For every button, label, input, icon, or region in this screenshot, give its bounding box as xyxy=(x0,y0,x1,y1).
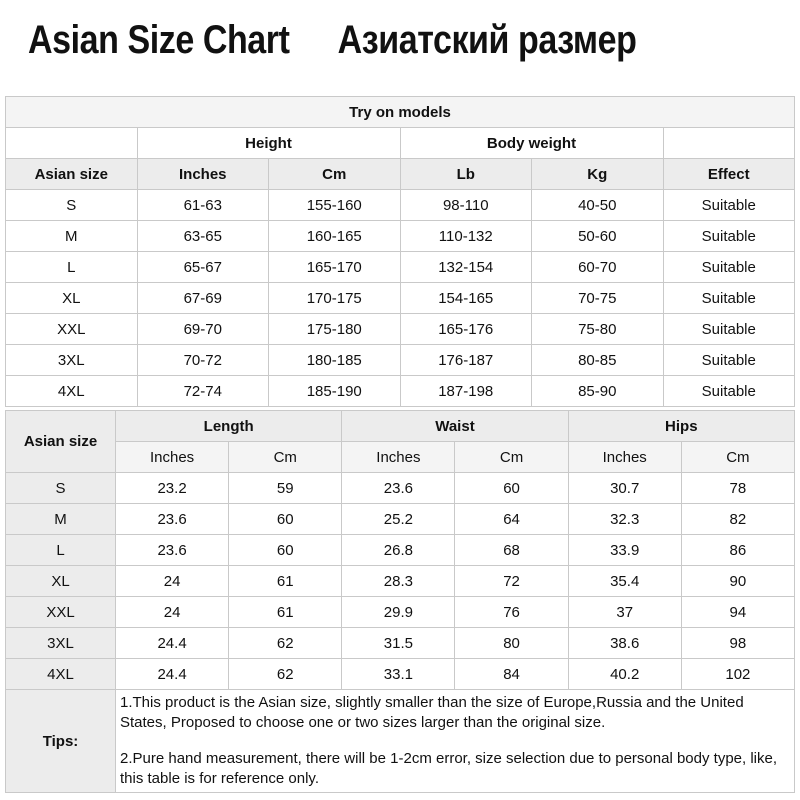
height-inches-cell: 69-70 xyxy=(137,314,269,345)
tips-paragraph-2: 2.Pure hand measurement, there will be 1-2cm error, size selection due to personal body type, like, this table is for reference only. xyxy=(120,750,778,787)
hips-inches-cell: 37 xyxy=(568,597,681,628)
waist-cm-cell: 68 xyxy=(455,535,568,566)
tips-label: Tips: xyxy=(6,690,116,793)
size-cell: XL xyxy=(6,566,116,597)
height-group-header: Height xyxy=(137,128,400,159)
length-cm-header: Cm xyxy=(229,442,342,473)
waist-inches-cell: 29.9 xyxy=(342,597,455,628)
waist-cm-header: Cm xyxy=(455,442,568,473)
height-cm-cell: 185-190 xyxy=(269,376,401,407)
waist-inches-cell: 33.1 xyxy=(342,659,455,690)
model-size-table xyxy=(5,96,795,407)
weight-kg-cell: 85-90 xyxy=(532,376,664,407)
waist-inches-cell: 26.8 xyxy=(342,535,455,566)
hips-cm-cell: 86 xyxy=(681,535,794,566)
hips-cm-cell: 98 xyxy=(681,628,794,659)
hips-cm-cell: 102 xyxy=(681,659,794,690)
height-cm-cell: 170-175 xyxy=(269,283,401,314)
weight-lb-cell: 110-132 xyxy=(400,221,532,252)
table-row xyxy=(6,376,795,407)
weight-kg-cell: 50-60 xyxy=(532,221,664,252)
table-caption-row xyxy=(6,97,795,128)
length-inches-header: Inches xyxy=(116,442,229,473)
effect-header: Effect xyxy=(663,159,795,190)
table-row xyxy=(6,628,795,659)
table-row xyxy=(6,314,795,345)
page-title-en: Asian Size Chart xyxy=(28,18,290,62)
effect-cell: Suitable xyxy=(663,283,795,314)
size-cell: 4XL xyxy=(6,659,116,690)
size-cell: 3XL xyxy=(6,345,138,376)
waist-cm-cell: 60 xyxy=(455,473,568,504)
group-header-row xyxy=(6,411,795,442)
length-inches-cell: 23.2 xyxy=(116,473,229,504)
height-cm-cell: 180-185 xyxy=(269,345,401,376)
hips-inches-cell: 33.9 xyxy=(568,535,681,566)
length-cm-cell: 62 xyxy=(229,628,342,659)
height-inches-cell: 72-74 xyxy=(137,376,269,407)
length-cm-cell: 61 xyxy=(229,597,342,628)
effect-cell: Suitable xyxy=(663,314,795,345)
table-row xyxy=(6,659,795,690)
height-inches-cell: 70-72 xyxy=(137,345,269,376)
weight-kg-cell: 40-50 xyxy=(532,190,664,221)
table-row xyxy=(6,473,795,504)
height-cm-cell: 160-165 xyxy=(269,221,401,252)
empty-cell xyxy=(6,128,138,159)
waist-group-header: Waist xyxy=(342,411,568,442)
hips-cm-cell: 90 xyxy=(681,566,794,597)
weight-lb-cell: 132-154 xyxy=(400,252,532,283)
tips-paragraph-1: 1.This product is the Asian size, slightly smaller than the size of Europe,Russia and the United States, Proposed to choose one or two sizes larger than the original size. xyxy=(120,694,744,731)
weight-kg-cell: 60-70 xyxy=(532,252,664,283)
length-inches-cell: 23.6 xyxy=(116,535,229,566)
waist-cm-cell: 84 xyxy=(455,659,568,690)
page-title xyxy=(28,18,636,63)
weight-lb-cell: 165-176 xyxy=(400,314,532,345)
waist-inches-cell: 31.5 xyxy=(342,628,455,659)
column-header-row xyxy=(6,159,795,190)
hips-cm-cell: 82 xyxy=(681,504,794,535)
inches-header: Inches xyxy=(137,159,269,190)
size-cell: L xyxy=(6,535,116,566)
hips-inches-cell: 32.3 xyxy=(568,504,681,535)
hips-inches-header: Inches xyxy=(568,442,681,473)
effect-cell: Suitable xyxy=(663,190,795,221)
table-row xyxy=(6,252,795,283)
length-inches-cell: 24.4 xyxy=(116,628,229,659)
length-group-header: Length xyxy=(116,411,342,442)
size-cell: S xyxy=(6,473,116,504)
hips-group-header: Hips xyxy=(568,411,794,442)
unit-header-row xyxy=(6,442,795,473)
height-cm-cell: 165-170 xyxy=(269,252,401,283)
height-cm-cell: 175-180 xyxy=(269,314,401,345)
length-inches-cell: 23.6 xyxy=(116,504,229,535)
garment-size-table xyxy=(5,410,795,793)
weight-lb-cell: 187-198 xyxy=(400,376,532,407)
waist-inches-cell: 23.6 xyxy=(342,473,455,504)
table-row xyxy=(6,221,795,252)
length-inches-cell: 24.4 xyxy=(116,659,229,690)
waist-cm-cell: 64 xyxy=(455,504,568,535)
height-inches-cell: 65-67 xyxy=(137,252,269,283)
empty-cell xyxy=(663,128,795,159)
asian-size-header: Asian size xyxy=(6,159,138,190)
weight-kg-cell: 70-75 xyxy=(532,283,664,314)
length-inches-cell: 24 xyxy=(116,566,229,597)
size-cell: L xyxy=(6,252,138,283)
height-cm-cell: 155-160 xyxy=(269,190,401,221)
hips-cm-cell: 94 xyxy=(681,597,794,628)
waist-cm-cell: 80 xyxy=(455,628,568,659)
page-header xyxy=(0,0,800,96)
size-cell: XXL xyxy=(6,597,116,628)
hips-inches-cell: 40.2 xyxy=(568,659,681,690)
hips-cm-cell: 78 xyxy=(681,473,794,504)
length-cm-cell: 62 xyxy=(229,659,342,690)
size-cell: S xyxy=(6,190,138,221)
effect-cell: Suitable xyxy=(663,221,795,252)
lb-header: Lb xyxy=(400,159,532,190)
waist-inches-header: Inches xyxy=(342,442,455,473)
waist-inches-cell: 28.3 xyxy=(342,566,455,597)
effect-cell: Suitable xyxy=(663,376,795,407)
hips-inches-cell: 30.7 xyxy=(568,473,681,504)
table-row xyxy=(6,504,795,535)
size-cell: 3XL xyxy=(6,628,116,659)
length-cm-cell: 59 xyxy=(229,473,342,504)
length-cm-cell: 60 xyxy=(229,504,342,535)
asian-size-corner-header: Asian size xyxy=(6,411,116,473)
hips-inches-cell: 35.4 xyxy=(568,566,681,597)
cm-header: Cm xyxy=(269,159,401,190)
group-header-row xyxy=(6,128,795,159)
table-caption: Try on models xyxy=(6,97,795,128)
body-weight-group-header: Body weight xyxy=(400,128,663,159)
weight-lb-cell: 176-187 xyxy=(400,345,532,376)
table-row xyxy=(6,190,795,221)
kg-header: Kg xyxy=(532,159,664,190)
page-title-ru: Азиатский размер xyxy=(337,18,637,62)
weight-lb-cell: 154-165 xyxy=(400,283,532,314)
height-inches-cell: 63-65 xyxy=(137,221,269,252)
height-inches-cell: 61-63 xyxy=(137,190,269,221)
weight-kg-cell: 75-80 xyxy=(532,314,664,345)
weight-kg-cell: 80-85 xyxy=(532,345,664,376)
waist-cm-cell: 72 xyxy=(455,566,568,597)
size-cell: M xyxy=(6,504,116,535)
length-cm-cell: 60 xyxy=(229,535,342,566)
table-row xyxy=(6,535,795,566)
effect-cell: Suitable xyxy=(663,252,795,283)
size-cell: XL xyxy=(6,283,138,314)
hips-cm-header: Cm xyxy=(681,442,794,473)
hips-inches-cell: 38.6 xyxy=(568,628,681,659)
table-row xyxy=(6,345,795,376)
height-inches-cell: 67-69 xyxy=(137,283,269,314)
weight-lb-cell: 98-110 xyxy=(400,190,532,221)
size-cell: 4XL xyxy=(6,376,138,407)
tips-row xyxy=(6,690,795,793)
length-inches-cell: 24 xyxy=(116,597,229,628)
size-cell: XXL xyxy=(6,314,138,345)
waist-inches-cell: 25.2 xyxy=(342,504,455,535)
table-row xyxy=(6,597,795,628)
effect-cell: Suitable xyxy=(663,345,795,376)
length-cm-cell: 61 xyxy=(229,566,342,597)
waist-cm-cell: 76 xyxy=(455,597,568,628)
size-cell: M xyxy=(6,221,138,252)
table-row xyxy=(6,283,795,314)
tips-text xyxy=(116,690,795,793)
table-row xyxy=(6,566,795,597)
